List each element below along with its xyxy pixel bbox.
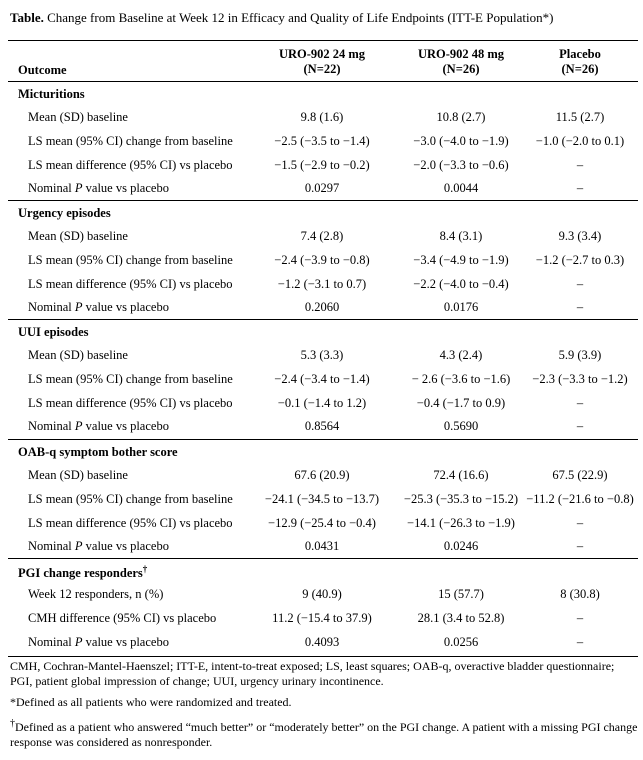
cell-24mg: −0.1 (−1.4 to 1.2) [277,395,367,410]
cell-placebo: – [576,515,584,530]
header-col-24mg-name: URO-902 24 mg [278,47,366,61]
row-label: Mean (SD) baseline [28,110,128,124]
bottom-rule [8,656,638,657]
table-row [0,392,643,416]
table-row [0,249,643,273]
table-row [0,607,643,631]
row-label: Mean (SD) baseline [28,348,128,362]
section-rule [8,319,638,320]
cell-placebo: – [576,610,584,625]
table-title-label: Table. [10,10,44,25]
cell-placebo: 11.5 (2.7) [555,110,605,124]
section-heading [18,564,147,581]
table-row [0,512,643,536]
header-col-48mg-name: URO-902 48 mg [417,47,505,61]
cell-24mg: −2.4 (−3.9 to −0.8) [274,252,370,267]
cell-placebo: – [576,300,584,315]
cell-placebo: – [576,181,584,196]
row-label-part: Nominal [28,539,75,554]
row-label: Mean (SD) baseline [28,229,128,243]
cell-24mg: 9.8 (1.6) [300,110,344,124]
footnote-abbreviations: CMH, Cochran-Mantel-Haenszel; ITT-E, intent-to-treat exposed; LS, least squares; OAB-q, overactive bladder questionnaire; PGI, patient global impression of change; UUI, urgency urinary incontinence. [10,659,615,688]
table-row [0,415,643,439]
row-label [28,419,169,434]
table-row [0,130,643,154]
cell-placebo: 67.5 (22.9) [552,468,608,482]
row-label: Week 12 responders, n (%) [28,587,164,601]
section-heading [18,445,178,460]
cell-48mg: −25.3 (−35.3 to −15.2) [403,491,519,506]
row-label-part: value vs placebo [82,634,169,649]
cell-placebo: – [576,157,584,172]
section-rule [8,200,638,201]
cell-placebo: −11.2 (−21.6 to −0.8) [526,491,634,506]
section-heading-text: OAB-q symptom bother score [18,445,178,459]
cell-24mg: −2.5 (−3.5 to −1.4) [274,133,370,148]
row-label-italic: P [74,539,83,554]
table-row [0,225,643,249]
row-label-part: Nominal [28,181,75,196]
row-label-part: Nominal [28,634,75,649]
header-col-48mg [396,47,526,77]
cell-placebo: 9.3 (3.4) [558,229,602,243]
footnote-star: *Defined as all patients who were randomized and treated. [10,695,292,709]
header-col-placebo-name: Placebo [559,47,601,61]
cell-24mg: 0.2060 [304,300,340,315]
row-label-part: value vs placebo [82,300,169,315]
cell-48mg: 0.0044 [443,181,479,196]
cell-24mg: −12.9 (−25.4 to −0.4) [268,515,376,530]
row-label-part: value vs placebo [82,419,169,434]
row-label-italic: P [74,419,83,434]
table-title-text: Change from Baseline at Week 12 in Efficacy and Quality of Life Endpoints (ITT-E Population*) [43,10,554,25]
table-row [0,177,643,201]
row-label: LS mean (95% CI) change from baseline [28,252,233,267]
section-heading [18,206,111,221]
row-label [28,181,169,196]
cell-48mg: −2.2 (−4.0 to −0.4) [413,276,509,291]
cell-24mg: −2.4 (−3.4 to −1.4) [274,371,370,386]
cell-48mg: 4.3 (2.4) [439,348,483,362]
section-heading [18,325,89,340]
cell-placebo: −2.3 (−3.3 to −1.2) [532,371,628,386]
table-title [10,10,638,26]
cell-placebo: −1.0 (−2.0 to 0.1) [535,133,625,148]
table-row [0,154,643,178]
cell-placebo: −1.2 (−2.7 to 0.3) [535,252,625,267]
row-label: Mean (SD) baseline [28,468,128,482]
section-heading [18,87,85,102]
section-heading-text: Urgency episodes [18,206,111,220]
cell-24mg: 67.6 (20.9) [294,468,350,482]
cell-48mg: 28.1 (3.4 to 52.8) [417,610,505,625]
section-rule [8,439,638,440]
header-col-24mg [252,47,392,77]
cell-48mg: − 2.6 (−3.6 to −1.6) [411,371,511,386]
cell-placebo: 8 (30.8) [560,587,600,601]
cell-24mg: 7.4 (2.8) [300,229,344,243]
footnote-dagger-text: Defined as a patient who answered “much better” or “moderately better” on the PGI change. A patient with a missing PGI change response was considered as nonresponder. [10,720,638,749]
header-col-placebo-n: (N=26) [561,62,599,76]
table-row [0,273,643,297]
cell-48mg: −3.4 (−4.9 to −1.9) [413,252,509,267]
cell-48mg: 15 (57.7) [438,587,484,601]
row-label-part: Nominal [28,419,75,434]
top-rule [8,40,638,41]
row-label: LS mean difference (95% CI) vs placebo [28,276,233,291]
cell-48mg: −2.0 (−3.3 to −0.6) [413,157,509,172]
footnote-dagger-mark: † [10,718,15,729]
row-label: LS mean (95% CI) change from baseline [28,371,233,386]
table-row [0,583,643,607]
row-label: LS mean difference (95% CI) vs placebo [28,395,233,410]
row-label-italic: P [74,634,83,649]
cell-24mg: 11.2 (−15.4 to 37.9) [272,610,372,625]
cell-48mg: 0.5690 [443,419,479,434]
cell-48mg: 10.8 (2.7) [436,110,486,124]
header-col-24mg-n: (N=22) [303,62,341,76]
row-label: LS mean (95% CI) change from baseline [28,133,233,148]
cell-24mg: 9 (40.9) [302,587,342,601]
table-row [0,296,643,320]
cell-48mg: −0.4 (−1.7 to 0.9) [416,395,506,410]
dagger-mark: † [142,564,148,574]
row-label: LS mean difference (95% CI) vs placebo [28,157,233,172]
row-label: CMH difference (95% CI) vs placebo [28,610,217,625]
cell-24mg: −24.1 (−34.5 to −13.7) [264,491,380,506]
table-row [0,535,643,559]
table-row [0,631,643,655]
cell-48mg: −14.1 (−26.3 to −1.9) [407,515,515,530]
cell-placebo: – [576,539,584,554]
cell-placebo: – [576,419,584,434]
section-heading-text: UUI episodes [18,325,89,339]
table-row [0,368,643,392]
row-label: LS mean (95% CI) change from baseline [28,491,233,506]
cell-placebo: 5.9 (3.9) [558,348,602,362]
cell-placebo: – [576,634,584,649]
cell-48mg: 0.0256 [443,634,479,649]
cell-24mg: 0.8564 [304,419,340,434]
cell-48mg: 8.4 (3.1) [439,229,483,243]
header-rule [8,81,638,82]
row-label-italic: P [74,300,83,315]
cell-48mg: 72.4 (16.6) [433,468,489,482]
row-label [28,300,169,315]
header-col-48mg-n: (N=26) [442,62,480,76]
table-row [0,488,643,512]
cell-placebo: – [576,276,584,291]
section-heading-text: Micturitions [18,87,85,101]
cell-24mg: 5.3 (3.3) [300,348,344,362]
cell-placebo: – [576,395,584,410]
cell-24mg: 0.0297 [304,181,340,196]
cell-48mg: 0.0246 [443,539,479,554]
table-row [0,106,643,130]
row-label-part: Nominal [28,300,75,315]
cell-24mg: 0.0431 [304,539,340,554]
table-row [0,344,643,368]
row-label [28,635,169,650]
cell-48mg: 0.0176 [443,300,479,315]
cell-24mg: −1.5 (−2.9 to −0.2) [274,157,370,172]
header-col-placebo [512,47,643,77]
row-label-italic: P [74,181,83,196]
section-heading-text: PGI change responders [18,566,143,581]
row-label: LS mean difference (95% CI) vs placebo [28,515,233,530]
cell-24mg: −1.2 (−3.1 to 0.7) [277,276,367,291]
row-label [28,539,169,554]
footnote-dagger [10,716,638,750]
cell-24mg: 0.4093 [304,634,340,649]
row-label-part: value vs placebo [82,539,169,554]
section-rule [8,558,638,559]
row-label-part: value vs placebo [82,181,169,196]
header-outcome: Outcome [18,63,67,77]
table-row [0,464,643,488]
cell-48mg: −3.0 (−4.0 to −1.9) [413,133,509,148]
